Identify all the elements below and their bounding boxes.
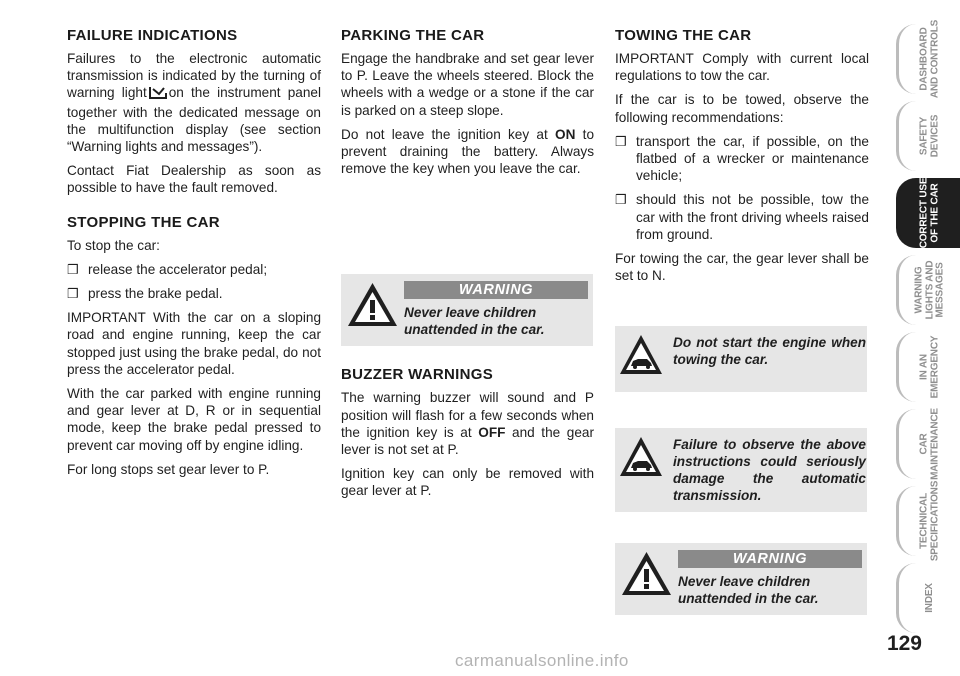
stopping-car-heading: STOPPING THE CAR bbox=[67, 213, 220, 231]
tab-safety-devices[interactable] bbox=[896, 101, 960, 171]
failure-paragraph-2: Contact Fiat Dealership as soon as possible to have the fault removed. bbox=[67, 163, 321, 196]
tab-label: IN AN EMERGENCY bbox=[918, 335, 940, 399]
tab-label: CORRECT USE OF THE CAR bbox=[918, 177, 940, 249]
tab-warning-lights-and-messages[interactable] bbox=[896, 255, 960, 325]
parking-paragraph-1: Engage the handbrake and set gear lever to P. Leave the wheels steered. Block the wheels with a wedge or a stone if the car is parked on a steep slope. bbox=[341, 51, 594, 118]
caution-box-engine bbox=[615, 326, 867, 392]
gearbox-warning-icon bbox=[149, 86, 167, 103]
warning-text: Never leave children unattended in the car. bbox=[678, 574, 819, 606]
failure-indications-heading: FAILURE INDICATIONS bbox=[67, 27, 238, 44]
bullet-box-icon: ❒ bbox=[67, 261, 79, 277]
buzzer-warnings-heading: BUZZER WARNINGS bbox=[341, 366, 493, 384]
long-stops-paragraph: For long stops set gear lever to P. bbox=[67, 461, 270, 477]
tab-technical-specifications[interactable] bbox=[896, 480, 960, 562]
watermark: carmanualsonline.info bbox=[455, 651, 629, 670]
car-caution-triangle-icon bbox=[618, 435, 664, 478]
tab-label: TECHNICAL SPECIFICATIONS bbox=[918, 480, 940, 562]
failure-paragraph-1: Failures to the electronic automatic transmission is indicated by the turning of warning light on the instrument panel together with the dedicated message on the multifunction display (see section “Warning lights and messages”). bbox=[67, 51, 321, 155]
warning-text: Never leave children unattended in the car. bbox=[404, 305, 545, 337]
tab-label: CAR MAINTENANCE bbox=[918, 408, 940, 480]
tab-car-maintenance[interactable] bbox=[896, 409, 960, 479]
parking-paragraph-2: Do not leave the ignition key at ON to prevent draining the battery. Always remove the key when you leave the car. bbox=[341, 126, 595, 177]
caution-text: Failure to observe the above instructions could seriously damage the automatic transmission. bbox=[673, 437, 866, 503]
warning-box-children-right bbox=[615, 543, 867, 615]
tab-correct-use-of-the-car[interactable] bbox=[896, 178, 960, 248]
column-left bbox=[67, 27, 321, 485]
tab-label: INDEX bbox=[923, 583, 935, 613]
list-item: ❒ press the brake pedal. bbox=[67, 286, 223, 302]
buzzer-paragraph-2: Ignition key can only be removed with gear lever at P. bbox=[341, 466, 594, 499]
section-tabs bbox=[896, 19, 960, 640]
parked-paragraph: With the car parked with engine running and gear lever at D, R or in sequential mode, keep the brake pedal pressed to prevent car moving off by engine idling. bbox=[67, 386, 321, 453]
important-paragraph: IMPORTANT With the car on a sloping road and engine running, keep the car stopped just using the brake pedal, do not press the accelerator pedal. bbox=[67, 310, 321, 377]
tab-dashboard-and-controls[interactable] bbox=[896, 19, 960, 99]
caution-box-damage bbox=[615, 428, 867, 512]
tab-label: WARNING LIGHTS AND MESSAGES bbox=[912, 260, 945, 320]
page-number: 129 bbox=[886, 632, 922, 655]
buzzer-paragraph-1: The warning buzzer will sound and P position will flash for a few seconds when the ignition key is at OFF and the gear lever is not set at P. bbox=[341, 390, 594, 458]
tab-label: SAFETY DEVICES bbox=[918, 114, 940, 158]
towing-paragraph-3: For towing the car, the gear lever shall be set to N. bbox=[615, 251, 869, 284]
column-middle bbox=[341, 27, 594, 507]
warning-label: WARNING bbox=[404, 281, 588, 299]
parking-car-heading: PARKING THE CAR bbox=[341, 27, 485, 44]
tab-in-an-emergency[interactable] bbox=[896, 332, 960, 402]
column-right bbox=[615, 27, 869, 291]
caution-text: Do not start the engine when towing the car. bbox=[673, 335, 866, 367]
list-item: ❒ release the accelerator pedal; bbox=[67, 261, 268, 277]
bullet-box-icon: ❒ bbox=[615, 133, 627, 149]
list-item: ❒ transport the car, if possible, on the flatbed of a wrecker or maintenance vehicle; bbox=[615, 133, 869, 184]
stopping-intro: To stop the car: bbox=[67, 237, 160, 253]
bullet-box-icon: ❒ bbox=[67, 286, 79, 302]
warning-triangle-icon bbox=[346, 281, 399, 328]
warning-box-children bbox=[341, 274, 593, 346]
towing-paragraph-1: IMPORTANT Comply with current local regulations to tow the car. bbox=[615, 51, 869, 84]
tab-label: DASHBOARD AND CONTROLS bbox=[918, 19, 940, 99]
bullet-box-icon: ❒ bbox=[615, 192, 627, 208]
tab-index[interactable] bbox=[896, 563, 960, 633]
list-item: ❒ should this not be possible, tow the car with the front driving wheels raised from ground. bbox=[615, 192, 869, 242]
warning-triangle-icon bbox=[620, 550, 673, 597]
towing-car-heading: TOWING THE CAR bbox=[615, 27, 752, 44]
warning-label: WARNING bbox=[678, 550, 862, 568]
towing-paragraph-2: If the car is to be towed, observe the following recommendations: bbox=[615, 92, 869, 125]
car-caution-triangle-icon bbox=[618, 333, 664, 376]
